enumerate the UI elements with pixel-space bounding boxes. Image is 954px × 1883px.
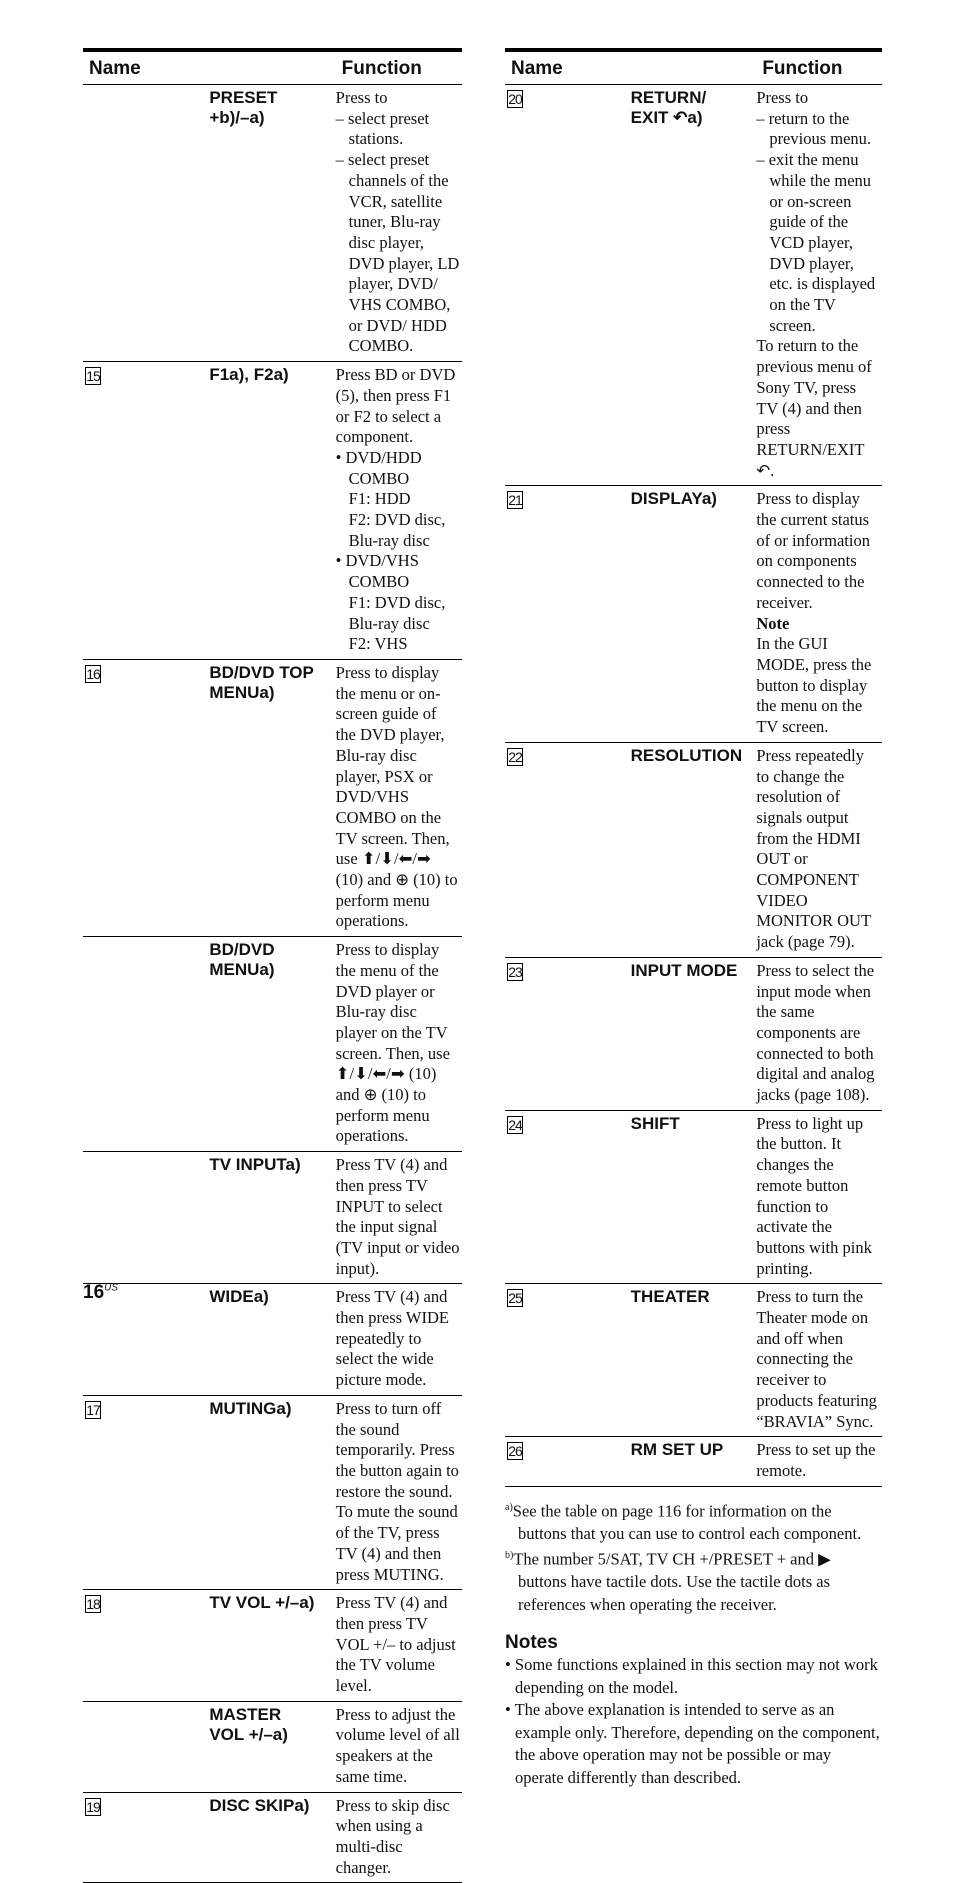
table-row [505, 1437, 882, 1486]
function-cell [756, 1110, 882, 1284]
button-name: MUTINGa) [209, 1398, 292, 1418]
table-row [83, 85, 462, 362]
function-cell [336, 937, 462, 1152]
note-item: • The above explanation is intended to serve as an example only. Therefore, depending on the component, the above operation may not be possible or may operate differently than described. [505, 1700, 880, 1787]
row-number-cell [83, 937, 209, 1152]
row-number-cell [83, 1792, 209, 1883]
function-cell [756, 1437, 882, 1486]
description-line: Press TV (4) and then press WIDE repeatedly to select the wide picture mode. [335, 1287, 449, 1390]
table-row [83, 1590, 462, 1702]
function-description [336, 1593, 462, 1697]
description-line: – select preset stations. [335, 108, 430, 149]
name-cell [209, 659, 335, 936]
name-cell [631, 957, 757, 1110]
header-function: Function [756, 50, 882, 85]
name-cell [209, 362, 335, 660]
function-description [336, 1796, 462, 1879]
table-row [505, 1284, 882, 1437]
function-description [756, 961, 882, 1106]
name-cell [209, 1701, 335, 1792]
table-row [505, 1110, 882, 1284]
button-name: WIDEa) [209, 1287, 269, 1307]
button-name: F1a), F2a) [209, 365, 289, 385]
function-description [336, 663, 462, 932]
row-number: 25 [508, 1290, 522, 1307]
note-item: • Some functions explained in this section may not work depending on the model. [505, 1655, 878, 1697]
function-cell [756, 742, 882, 957]
description-line: Press to select the input mode when the same components are connected to both digital and analog jacks (page 108). [756, 960, 875, 1105]
description-line: F2: DVD disc, Blu-ray disc [348, 510, 446, 550]
description-line: Press to light up the button. It changes the remote button function to activate the buttons with pink printing. [756, 1113, 872, 1278]
function-description [756, 1287, 882, 1432]
table-row [505, 742, 882, 957]
header-name: Name [505, 50, 756, 85]
function-cell [336, 1701, 462, 1792]
button-name: MASTER VOL +/–a) [209, 1704, 288, 1744]
description-line: Press to display the current status of or information on components connected to the receiver. [756, 489, 870, 612]
footnote-text: See the table on page 116 for information on the buttons that you can use to control each component. [512, 1501, 862, 1543]
row-number-cell [505, 1437, 631, 1486]
row-number-cell [83, 1590, 209, 1702]
row-number: 24 [508, 1116, 522, 1133]
description-line: Note [756, 613, 790, 633]
function-description [336, 1399, 462, 1585]
button-name: PRESET +b)/–a) [209, 88, 278, 127]
row-number-cell [505, 85, 631, 486]
right-column [505, 48, 882, 1789]
page-number-suffix: US [104, 1282, 119, 1294]
button-name: THEATER [630, 1287, 710, 1307]
table-row [505, 486, 882, 742]
table-row [83, 1701, 462, 1792]
row-number-cell [83, 362, 209, 660]
table-header-row [505, 50, 882, 85]
description-line: Press to display the menu or on-screen guide of the DVD player, Blu-ray disc player, PSX or DVD/VHS COMBO on the TV screen. Then, use ⬆/⬇/⬅/➡ (10) and ⊕ (10) to perform menu operations. [335, 662, 458, 931]
button-name: SHIFT [630, 1113, 680, 1133]
function-cell [336, 1284, 462, 1396]
table-row [83, 1152, 462, 1284]
description-line: Press TV (4) and then press TV INPUT to select the input signal (TV input or video input). [335, 1155, 460, 1278]
description-line: Press to skip disc when using a multi-disc changer. [335, 1795, 450, 1877]
function-cell [756, 85, 882, 486]
name-cell [631, 1437, 757, 1486]
button-name: TV VOL +/–a) [209, 1593, 315, 1613]
name-cell [209, 1792, 335, 1883]
row-number-cell [83, 1152, 209, 1284]
name-cell [209, 1284, 335, 1396]
description-line: Press to display the menu of the DVD player or Blu-ray disc player on the TV screen. Then, use ⬆/⬇/⬅/➡ (10) and ⊕ (10) to perform menu operations. [335, 940, 450, 1146]
description-line: Press to adjust the volume level of all speakers at the same time. [335, 1704, 460, 1786]
row-number-cell [83, 1395, 209, 1589]
row-number-cell [505, 957, 631, 1110]
row-number: 21 [508, 492, 522, 509]
table-row [83, 659, 462, 936]
description-line: To return to the previous menu of Sony TV, press TV (4) and then press RETURN/EXIT ↶. [756, 336, 872, 480]
row-number: 22 [508, 748, 522, 765]
description-line: Press TV (4) and then press TV VOL +/– to adjust the TV volume level. [335, 1593, 456, 1696]
row-number-cell [83, 659, 209, 936]
function-cell [756, 486, 882, 742]
footnotes [505, 1497, 882, 1617]
footnote-mark: a) [505, 1501, 513, 1513]
table-row [83, 1284, 462, 1396]
table-row [505, 85, 882, 486]
button-name: RESOLUTION [630, 745, 743, 765]
header-name: Name [83, 50, 336, 85]
function-description [336, 1155, 462, 1279]
table-header-row [83, 50, 462, 85]
footnote-mark: b) [505, 1550, 514, 1562]
description-line: F2: VHS [348, 634, 408, 654]
name-cell [631, 486, 757, 742]
function-description [336, 365, 462, 655]
function-cell [336, 1590, 462, 1702]
description-line: F1: DVD disc, Blu-ray disc [348, 592, 446, 633]
description-line: – return to the previous menu. [756, 108, 872, 149]
function-description [336, 940, 462, 1147]
function-cell [336, 1152, 462, 1284]
row-number-cell [83, 1701, 209, 1792]
description-line: Press BD or DVD (5), then press F1 or F2 to select a component. [335, 365, 456, 447]
left-column [83, 48, 462, 1883]
description-line: • DVD/VHS COMBO [335, 551, 419, 592]
row-number-cell [505, 1284, 631, 1437]
name-cell [209, 85, 335, 362]
table-row [83, 1395, 462, 1589]
function-cell [756, 957, 882, 1110]
description-line: – select preset channels of the VCR, satellite tuner, Blu-ray disc player, DVD player, LD player, DVD/ VHS COMBO, or DVD/ HDD COMBO. [335, 150, 460, 356]
row-number: 16 [86, 665, 100, 682]
description-line: To mute the sound of the TV, press TV (4) and then press MUTING. [335, 1502, 458, 1584]
description-line: – exit the menu while the menu or on-screen guide of the VCD player, DVD player, etc. is displayed on the TV screen. [756, 150, 876, 335]
notes-title: Notes [505, 1632, 558, 1654]
function-description [756, 1114, 882, 1280]
function-cell [336, 1395, 462, 1589]
name-cell [209, 1152, 335, 1284]
function-cell [336, 659, 462, 936]
function-cell [336, 362, 462, 660]
table-row [83, 362, 462, 660]
right-function-table [505, 48, 882, 1487]
name-cell [631, 1284, 757, 1437]
row-number: 18 [86, 1596, 100, 1613]
function-description [756, 746, 882, 953]
button-name: DISC SKIPa) [209, 1795, 310, 1815]
description-line: Press to turn the Theater mode on and off when connecting the receiver to products featuring “BRAVIA” Sync. [756, 1287, 877, 1431]
name-cell [209, 1590, 335, 1702]
notes-list [505, 1654, 882, 1789]
description-line: In the GUI MODE, press the button to display the menu on the TV screen. [756, 634, 872, 737]
button-name: BD/DVD MENUa) [209, 940, 275, 980]
table-row [505, 957, 882, 1110]
row-number: 26 [508, 1443, 522, 1460]
left-function-table [83, 48, 462, 1883]
function-description [756, 1440, 882, 1481]
function-description [336, 1287, 462, 1391]
button-name: INPUT MODE [630, 960, 738, 980]
footnote [505, 1497, 882, 1546]
function-cell [336, 85, 462, 362]
button-name: TV INPUTa) [209, 1155, 301, 1175]
name-cell [631, 1110, 757, 1284]
function-description [756, 88, 882, 481]
button-name: RM SET UP [630, 1440, 724, 1460]
description-line: Press to set up the remote. [756, 1440, 876, 1480]
row-number: 19 [86, 1798, 100, 1815]
function-description [336, 88, 462, 357]
row-number-cell [83, 85, 209, 362]
row-number-cell [505, 486, 631, 742]
function-cell [336, 1792, 462, 1883]
footnote [505, 1545, 882, 1616]
row-number-cell [505, 1110, 631, 1284]
description-line: Press to [335, 88, 388, 107]
button-name: RETURN/ EXIT ↶a) [630, 88, 707, 127]
button-name: BD/DVD TOP MENUa) [209, 662, 314, 702]
button-name: DISPLAYa) [630, 489, 717, 509]
name-cell [631, 85, 757, 486]
description-line: Press repeatedly to change the resolution of signals output from the HDMI OUT or COMPONENT VIDEO MONITOR OUT jack (page 79). [756, 745, 871, 952]
description-line: Press to turn off the sound temporarily. Press the button again to restore the sound. [335, 1398, 459, 1501]
row-number-cell [505, 742, 631, 957]
name-cell [209, 937, 335, 1152]
description-line: F1: HDD [348, 489, 411, 509]
page-number-value: 16 [83, 1282, 105, 1303]
footnote-text: The number 5/SAT, TV CH +/PRESET + and ▶ buttons have tactile dots. Use the tactile dots as references when operating the receiver. [513, 1549, 831, 1614]
function-cell [756, 1284, 882, 1437]
row-number: 17 [86, 1401, 100, 1418]
name-cell [631, 742, 757, 957]
row-number: 15 [86, 368, 100, 385]
function-description [756, 489, 882, 737]
table-row [83, 1792, 462, 1883]
name-cell [209, 1395, 335, 1589]
description-line: Press to [756, 88, 809, 107]
page-number [83, 1282, 118, 1304]
header-function: Function [336, 50, 462, 85]
table-row [83, 937, 462, 1152]
function-description [336, 1705, 462, 1788]
description-line: • DVD/HDD COMBO [335, 447, 422, 488]
row-number: 23 [508, 963, 522, 980]
row-number: 20 [508, 91, 522, 107]
